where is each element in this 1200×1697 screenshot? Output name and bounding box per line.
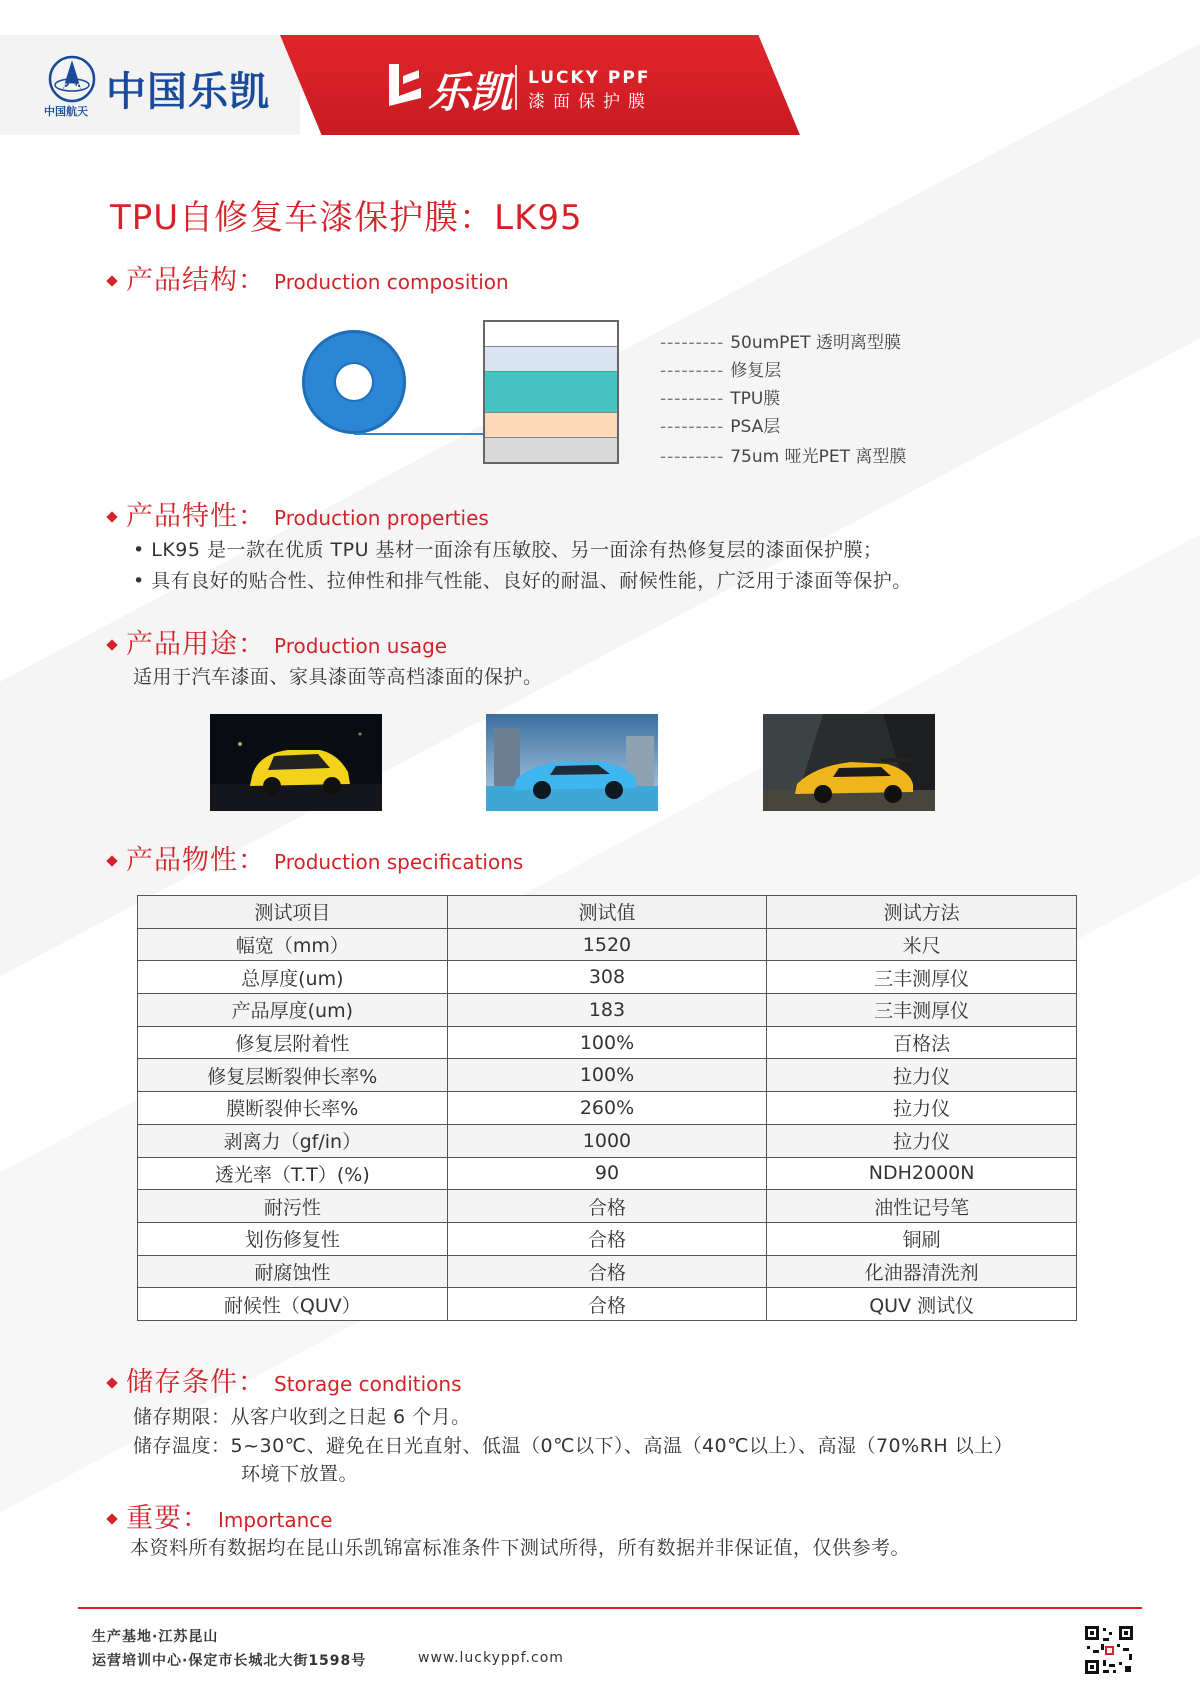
legend-item: --------- TPU膜 xyxy=(660,389,781,409)
table-cell: 耐腐蚀性 xyxy=(138,1255,448,1288)
table-row xyxy=(138,928,1077,961)
casc-subtitle: 中国航天 xyxy=(44,105,88,118)
table-cell: 化油器清洗剂 xyxy=(767,1255,1077,1288)
legend-item: --------- 50umPET 透明离型膜 xyxy=(660,333,901,353)
table-row xyxy=(138,1124,1077,1157)
diamond-bullet-icon xyxy=(106,855,117,866)
layer-stack-diagram xyxy=(483,320,619,464)
diamond-bullet-icon xyxy=(106,275,117,286)
table-cell: 183 xyxy=(447,994,767,1027)
table-row xyxy=(138,1059,1077,1092)
header-banner xyxy=(0,0,1200,135)
table-cell: 修复层断裂伸长率% xyxy=(138,1059,448,1092)
property-item: • 具有良好的贴合性、拉伸性和排气性能、良好的耐温、耐候性能，广泛用于漆面等保护。 xyxy=(133,570,912,592)
film-roll-core xyxy=(336,364,372,400)
table-cell: 1000 xyxy=(447,1124,767,1157)
table-row xyxy=(138,961,1077,994)
lucky-brand-sub: 漆面保护膜 xyxy=(528,92,653,112)
table-cell: 拉力仪 xyxy=(767,1124,1077,1157)
footer-website-link[interactable]: www.luckyppf.com xyxy=(418,1650,564,1666)
table-cell: 透光率（T.T）(%) xyxy=(138,1157,448,1190)
table-row xyxy=(138,1157,1077,1190)
section-composition-heading: 产品结构： Production composition xyxy=(108,258,509,297)
qr-code-icon xyxy=(1083,1624,1135,1676)
table-row xyxy=(138,1026,1077,1059)
table-cell: 划伤修复性 xyxy=(138,1222,448,1255)
table-cell: 拉力仪 xyxy=(767,1059,1077,1092)
table-row xyxy=(138,1222,1077,1255)
table-header-cell: 测试方法 xyxy=(767,896,1077,929)
table-row xyxy=(138,1190,1077,1223)
legend-item: --------- PSA层 xyxy=(660,417,781,437)
table-cell: NDH2000N xyxy=(767,1157,1077,1190)
legend-item: --------- 修复层 xyxy=(660,361,782,381)
property-item: • LK95 是一款在优质 TPU 基材一面涂有压敏胶、另一面涂有热修复层的漆面保护膜； xyxy=(133,539,883,561)
table-cell: 耐污性 xyxy=(138,1190,448,1223)
table-cell: 100% xyxy=(447,1059,767,1092)
yellow-supercar-photo xyxy=(763,714,935,811)
footer-production-base: 生产基地·江苏昆山 xyxy=(92,1629,219,1645)
table-cell: 产品厚度(um) xyxy=(138,994,448,1027)
table-cell: 100% xyxy=(447,1026,767,1059)
table-row xyxy=(138,994,1077,1027)
blue-supercar-photo xyxy=(486,714,658,811)
casc-logo-icon xyxy=(48,55,96,103)
table-row xyxy=(138,1288,1077,1321)
usage-text: 适用于汽车漆面、家具漆面等高档漆面的保护。 xyxy=(133,666,543,688)
storage-temperature-cont: 环境下放置。 xyxy=(241,1463,359,1485)
table-cell: 修复层附着性 xyxy=(138,1026,448,1059)
table-cell: 拉力仪 xyxy=(767,1092,1077,1125)
legend-item: --------- 75um 哑光PET 离型膜 xyxy=(660,447,907,467)
table-cell: 剥离力（gf/in） xyxy=(138,1124,448,1157)
table-cell: 油性记号笔 xyxy=(767,1190,1077,1223)
table-header-cell: 测试值 xyxy=(447,896,767,929)
layer-matte-pet xyxy=(485,438,617,462)
layer-release-pet xyxy=(485,322,617,347)
table-cell: 308 xyxy=(447,961,767,994)
header-divider xyxy=(515,65,517,110)
section-importance-heading: 重要： Importance xyxy=(108,1496,333,1535)
diamond-bullet-icon xyxy=(106,1377,117,1388)
table-cell: 三丰测厚仪 xyxy=(767,994,1077,1027)
lucky-brand-en: LUCKY PPF xyxy=(528,68,651,88)
table-cell: 总厚度(um) xyxy=(138,961,448,994)
section-specs-heading: 产品物性： Production specifications xyxy=(108,838,523,877)
film-roll-line xyxy=(354,433,484,435)
section-usage-heading: 产品用途： Production usage xyxy=(108,622,447,661)
footer-divider xyxy=(78,1607,1142,1609)
lucky-brand-cn: 乐凯 xyxy=(428,68,513,117)
yellow-suv-photo xyxy=(210,714,382,811)
storage-temperature: 储存温度：5~30℃、避免在日光直射、低温（0℃以下）、高温（40℃以上）、高湿（70%RH 以上） xyxy=(133,1435,1014,1457)
page-title: TPU自修复车漆保护膜：LK95 xyxy=(110,198,583,238)
table-header-row xyxy=(138,896,1077,929)
table-cell: 铜刷 xyxy=(767,1222,1077,1255)
lucky-logo-icon xyxy=(385,62,425,108)
table-cell: 耐候性（QUV） xyxy=(138,1288,448,1321)
diamond-bullet-icon xyxy=(106,1513,117,1524)
table-row xyxy=(138,1092,1077,1125)
section-properties-heading: 产品特性： Production properties xyxy=(108,494,489,533)
table-cell: 90 xyxy=(447,1157,767,1190)
footer-training-center: 运营培训中心·保定市长城北大街1598号 xyxy=(92,1653,367,1669)
table-cell: 合格 xyxy=(447,1222,767,1255)
table-cell: QUV 测试仪 xyxy=(767,1288,1077,1321)
table-cell: 米尺 xyxy=(767,928,1077,961)
table-cell: 膜断裂伸长率% xyxy=(138,1092,448,1125)
importance-text: 本资料所有数据均在昆山乐凯锦富标准条件下测试所得，所有数据并非保证值，仅供参考。 xyxy=(130,1537,911,1559)
layer-psa xyxy=(485,413,617,438)
table-header-cell: 测试项目 xyxy=(138,896,448,929)
diamond-bullet-icon xyxy=(106,511,117,522)
table-cell: 三丰测厚仪 xyxy=(767,961,1077,994)
table-cell: 1520 xyxy=(447,928,767,961)
svg-text:CASC: CASC xyxy=(63,83,81,90)
table-cell: 幅宽（mm） xyxy=(138,928,448,961)
brand-name-cn: 中国乐凯 xyxy=(106,69,270,115)
table-cell: 百格法 xyxy=(767,1026,1077,1059)
section-storage-heading: 储存条件： Storage conditions xyxy=(108,1360,462,1399)
diamond-bullet-icon xyxy=(106,639,117,650)
table-cell: 合格 xyxy=(447,1255,767,1288)
table-row xyxy=(138,1255,1077,1288)
specifications-table xyxy=(137,895,1077,1321)
table-cell: 合格 xyxy=(447,1190,767,1223)
table-cell: 260% xyxy=(447,1092,767,1125)
table-cell: 合格 xyxy=(447,1288,767,1321)
layer-repair xyxy=(485,347,617,372)
storage-period: 储存期限：从客户收到之日起 6 个月。 xyxy=(133,1406,471,1428)
layer-tpu xyxy=(485,372,617,413)
